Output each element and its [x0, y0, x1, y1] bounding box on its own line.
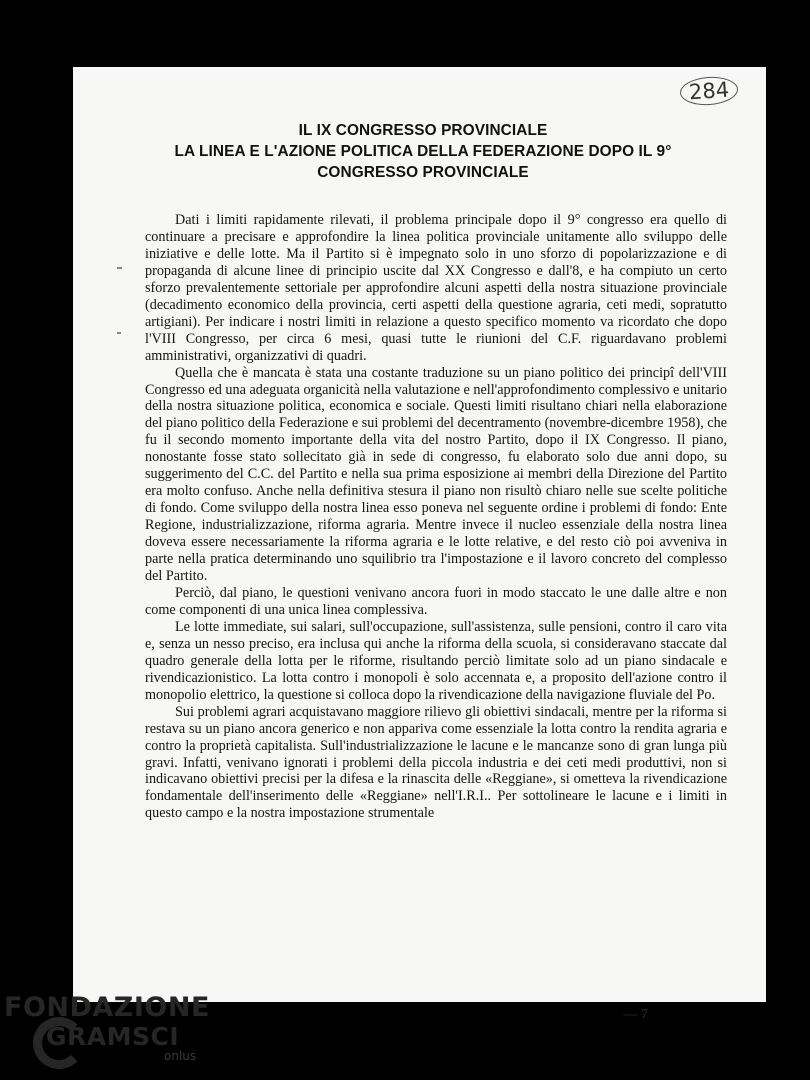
- margin-mark: [117, 267, 122, 269]
- paragraph-1: Dati i limiti rapidamente rilevati, il problema principale dopo il 9° congresso era quello di continuare a precisare e approfondire la linea politica provinciale unitamente allo sviluppo delle iniziative e delle lotte. Ma il Partito si è impegnato solo in uno sforzo di popolarizzazione e di propaganda di alcune linee di principio uscite dal XX Congresso e dall'8, e ha compiuto un certo sforzo prevalentemente settoriale per approfondire alcuni aspetti della nostra situazione provinciale (decadimento economico della provincia, certi aspetti della questione agraria, ceti medi, sopratutto artigiani). Per indicare i nostri limiti in relazione a questo specifico momento va ricordato che dopo l'VIII Congresso, per circa 6 mesi, quasi tutte le riunioni del C.F. riguardavano problemi amministrativi, organizzativi di quadri.: [145, 212, 727, 364]
- paragraph-4: Le lotte immediate, sui salari, sull'occupazione, sull'assistenza, sulle pensioni, contro il caro vita e, senza un nesso preciso, era inclusa qui anche la riforma della scuola, si consideravano staccate dal quadro generale della lotta per le riforme, risultando perciò limitate solo ad un piano sindacale e rivendicazionistico. La lotta contro i monopoli è solo accennata e, a proposito dell'azione contro il monopolio elettrico, la questione si colloca dopo la rivendicazione della navigazione fluviale del Po.: [145, 618, 727, 703]
- body-text: [145, 212, 727, 822]
- paragraph-2: Quella che è mancata è stata una costante traduzione su un piano politico dei principî dell'VIII Congresso ed una adeguata organicità nella valutazione e nell'approfondimento complessivo e unitario della nostra situazione politica, economica e sociale. Questi limiti risultano chiari nella elaborazione del piano politico della Federazione e sui problemi del decentramento (novembre-dicembre 1958), che fu il secondo momento importante della vita del nostro Partito, dopo il IX Congresso. Il piano, nonostante fosse stato sollecitato già in sede di congresso, fu elaborato solo due anni dopo, su suggerimento del C.C. del Partito e nella sua prima esposizione ai membri della Direzione del Partito era molto confuso. Anche nella definitiva stesura il piano non risultò chiaro nelle sue scelte politiche di fondo. Come sviluppo della nostra linea esso poneva nel seguente ordine i problemi di fondo: Ente Regione, industrializzazione, riforma agraria. Mentre invece il nucleo essenziale della nostra linea doveva essere necessariamente la riforma agraria e le lotte relative, e del resto ciò poi avveniva in parte nella pratica determinando uno squilibrio tra l'impostazione e il lavoro concreto del complesso del Partito.: [145, 364, 727, 585]
- margin-mark: [117, 332, 121, 334]
- page-title: [133, 120, 713, 183]
- paragraph-3: Perciò, dal piano, le questioni venivano ancora fuori in modo staccato le une dalle altre e non come componenti di una unica linea complessiva.: [145, 584, 727, 618]
- watermark-line-3: onlus: [164, 1049, 197, 1063]
- archive-folio-number: 284: [679, 75, 739, 107]
- watermark-line-2: GRAMSCI: [46, 1022, 180, 1051]
- page-number: — 7: [623, 1007, 648, 1022]
- title-line-1: IL IX CONGRESSO PROVINCIALE: [298, 122, 548, 139]
- title-line-2: LA LINEA E L'AZIONE POLITICA DELLA FEDERAZIONE DOPO IL 9°: [174, 143, 672, 160]
- paragraph-5: Sui problemi agrari acquistavano maggiore rilievo gli obiettivi sindacali, mentre per la riforma si restava su un piano ancora generico e non appariva come essenziale la lotta contro la rendita agraria e contro la proprietà capitalista. Sull'industrializzazione le lacune e le mancanze sono di gran lunga più gravi. Infatti, venivano ignorati i problemi della piccola industria e dei ceti medi produttivi, non si indicavano obiettivi precisi per la difesa e la rinascita delle «Reggiane», si ometteva la rivendicazione fondamentale dell'inserimento delle «Reggiane» nell'I.R.I.. Per sottolineare le lacune e i limiti in questo campo e la nostra impostazione strumentale: [145, 703, 727, 822]
- title-line-3: CONGRESSO PROVINCIALE: [317, 164, 529, 181]
- watermark-line-1: FONDAZIONE: [4, 992, 210, 1023]
